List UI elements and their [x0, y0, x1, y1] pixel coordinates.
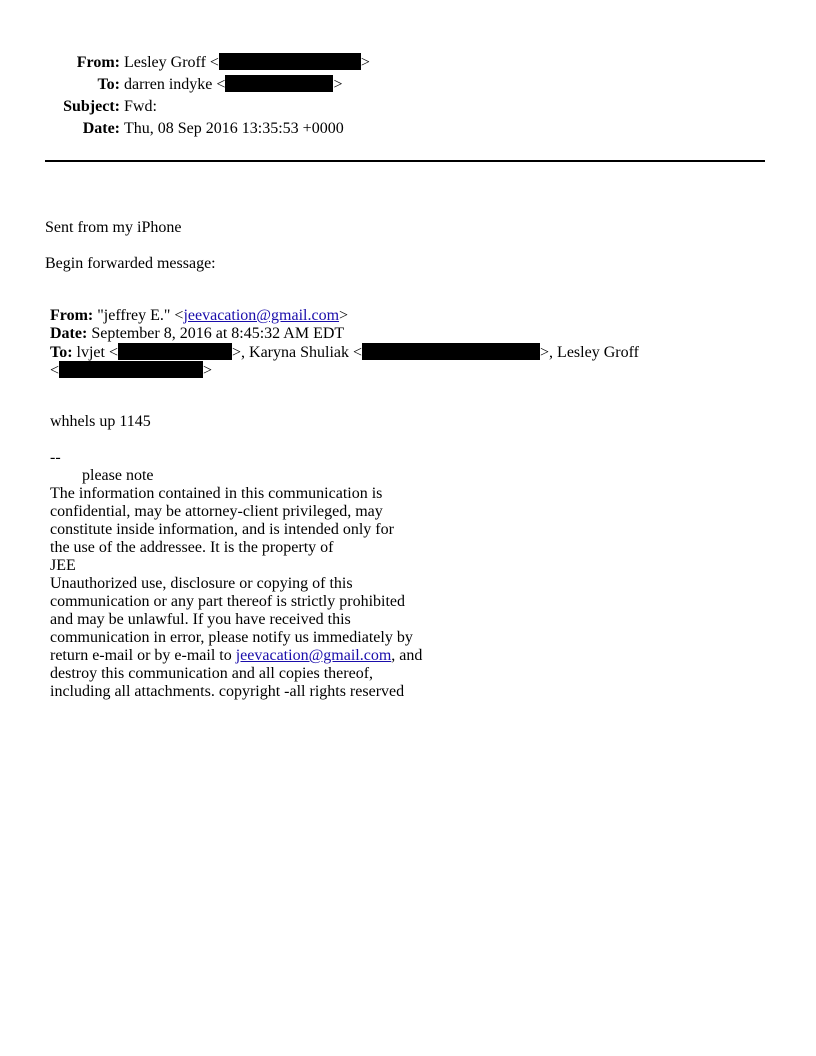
disclaimer-email-link[interactable]: jeevacation@gmail.com: [235, 647, 392, 664]
header-divider: [45, 160, 765, 162]
header-from-name: Lesley Groff <: [124, 54, 219, 71]
disclaimer-line: constitute inside information, and is intended only for: [50, 521, 394, 538]
fwd-from-label: From:: [50, 307, 94, 324]
disclaimer-line: the use of the addressee. It is the property of: [50, 539, 334, 556]
fwd-from-row: [50, 307, 348, 325]
begin-forwarded-line: Begin forwarded message:: [45, 255, 216, 272]
fwd-from-suffix: >: [339, 307, 349, 324]
header-from-row: [0, 52, 700, 74]
disclaimer-line: including all attachments. copyright -all rights reserved: [50, 683, 405, 700]
header-date-row: [0, 118, 700, 140]
header-subject-value: Fwd:: [124, 98, 157, 115]
signature-dash: --: [50, 449, 61, 466]
redaction-block: [362, 343, 540, 360]
redaction-block: [59, 361, 203, 378]
return-line-suffix: , and: [391, 647, 423, 664]
sent-from-line: Sent from my iPhone: [45, 219, 182, 236]
disclaimer-line: destroy this communication and all copies thereof,: [50, 665, 374, 682]
fwd-to-part4-open: <: [50, 362, 60, 379]
header-from-label: From:: [76, 54, 120, 71]
fwd-from-email-link[interactable]: jeevacation@gmail.com: [183, 307, 340, 324]
fwd-to-label: To:: [50, 344, 73, 361]
fwd-date-value: September 8, 2016 at 8:45:32 AM EDT: [91, 325, 345, 342]
header-date-value: Thu, 08 Sep 2016 13:35:53 +0000: [124, 120, 344, 137]
header-to-label: To:: [97, 76, 120, 93]
disclaimer-line: and may be unlawful. If you have received this: [50, 611, 351, 628]
fwd-date-row: [50, 325, 344, 343]
fwd-to-row: [50, 343, 639, 361]
fwd-date-label: Date:: [50, 325, 88, 342]
disclaimer-line: confidential, may be attorney-client privileged, may: [50, 503, 383, 520]
message-text: whhels up 1145: [50, 413, 151, 430]
redaction-block: [219, 53, 361, 70]
redaction-block: [225, 75, 333, 92]
header-from-close: >: [360, 54, 370, 71]
fwd-to-part2: >, Karyna Shuliak <: [232, 344, 363, 361]
fwd-to-part3: >, Lesley Groff: [540, 344, 639, 361]
fwd-to-row-continued: [50, 361, 212, 379]
please-note: please note: [82, 467, 154, 484]
header-subject-label: Subject:: [63, 98, 120, 115]
disclaimer-line: The information contained in this communication is: [50, 485, 383, 502]
header-subject-row: [0, 96, 700, 118]
header-to-row: [0, 74, 700, 96]
disclaimer-return-line: [50, 647, 422, 665]
return-line-prefix: return e-mail or by e-mail to: [50, 647, 236, 664]
disclaimer-line: communication or any part thereof is strictly prohibited: [50, 593, 406, 610]
header-date-label: Date:: [82, 120, 120, 137]
fwd-from-prefix: "jeffrey E." <: [97, 307, 184, 324]
disclaimer-line: JEE: [50, 557, 76, 574]
redaction-block: [118, 343, 232, 360]
fwd-to-part4-close: >: [203, 362, 213, 379]
header-to-close: >: [333, 76, 343, 93]
disclaimer-line: Unauthorized use, disclosure or copying of this: [50, 575, 353, 592]
header-to-name: darren indyke <: [124, 76, 226, 93]
fwd-to-part1: lvjet <: [76, 344, 118, 361]
disclaimer-line: communication in error, please notify us immediately by: [50, 629, 413, 646]
